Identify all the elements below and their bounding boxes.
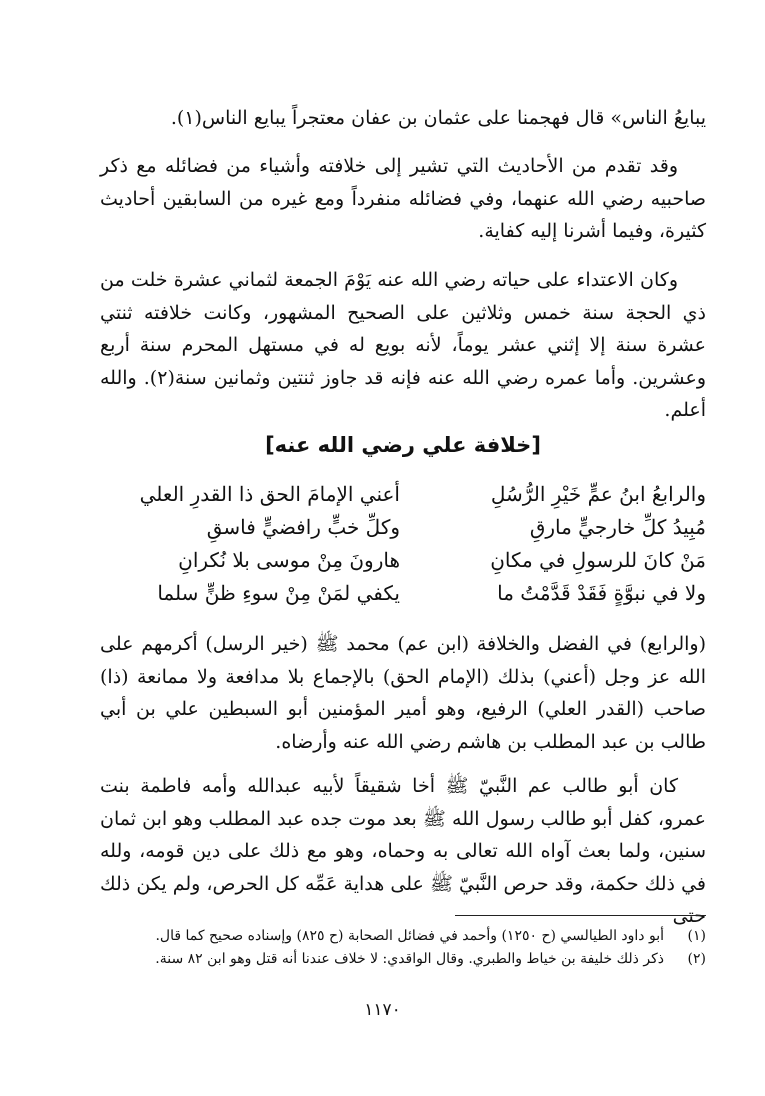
verse-first-half: والرابعُ ابنُ عمٍّ خَيْرِ الرُّسُلِ bbox=[490, 482, 706, 506]
poem-verse bbox=[100, 478, 706, 511]
verse-first-half: مُبِيدُ كلِّ خارجيٍّ مارقِ bbox=[529, 515, 706, 539]
poem-verse bbox=[100, 577, 706, 610]
paragraph-4-text: (والرابع) في الفضل والخلافة (ابن عم) محمد ﷺ (خير الرسل) أكرمهم على الله عز وجل (أعني) بذلك (الإمام الحق) بالإجماع بلا مدافعة ولا ممانعة (ذا) صاحب (القدر العلي) الرفيع، وهو أمير المؤمنين أبو السبطين علي بن أبي طالب بن عبد المطلب بن هاشم رضي الله عنه وأرضاه. bbox=[100, 633, 706, 753]
paragraph-1-text: يبايعُ الناس» قال فهجمنا على عثمان بن عفان معتجراً يبايع الناس(١). bbox=[170, 107, 706, 129]
paragraph-3-text: وكان الاعتداء على حياته رضي الله عنه يَوْمَ الجمعة لثماني عشرة خلت من ذي الحجة سنة خمس وثلاثين على الصحيح المشهور، وكانت خلافته ثنتي عشرة سنة إلا إثني عشر يوماً، لأنه بويع له في مستهل المحرم سنة أربع وعشرين. وأما عمره رضي الله عنه فإنه قد جاوز ثنتين وثمانين سنة(٢). والله أعلم. bbox=[100, 269, 706, 421]
poem-verse bbox=[100, 544, 706, 577]
footnote-item bbox=[100, 948, 706, 971]
verse-second-half: هارونَ مِنْ موسى بلا نُكرانِ bbox=[178, 548, 400, 572]
paragraph-5-text: كان أبو طالب عم النَّبيّ ﷺ أخا شقيقاً لأبيه عبدالله وأمه فاطمة بنت عمرو، كفل أبو طالب رسول الله ﷺ بعد موت جده عبد المطلب وهو ابن ثمان سنين، ولما بعث آواه الله تعالى به وحماه، وهو مع ذلك على دين قومه، ولله في ذلك حكمة، وقد حرص النَّبيّ ﷺ على هداية عَمِّه كل الحرص، ولم يكن ذلك حتى bbox=[100, 775, 706, 927]
paragraph-5 bbox=[100, 770, 706, 933]
page-number: ١١٧٠ bbox=[364, 1000, 401, 1020]
verse-second-half: يكفي لمَنْ مِنْ سوءِ ظنٍّ سلما bbox=[157, 581, 400, 605]
footnote-item bbox=[100, 925, 706, 948]
poem-verse bbox=[100, 511, 706, 544]
section-heading: [خلافة علي رضي الله عنه] bbox=[265, 433, 541, 457]
footnote-number: (٢) bbox=[687, 951, 706, 967]
footnote-number: (١) bbox=[687, 928, 706, 944]
verse-first-half: مَنْ كانَ للرسولِ في مكانِ bbox=[490, 548, 706, 572]
verse-second-half: وكلِّ خبٍّ رافضيٍّ فاسقِ bbox=[206, 515, 400, 539]
paragraph-1 bbox=[100, 102, 706, 135]
verse-second-half: أعني الإمامَ الحق ذا القدرِ العلي bbox=[139, 482, 400, 506]
paragraph-2 bbox=[100, 150, 706, 248]
paragraph-4 bbox=[100, 628, 706, 758]
footnote-divider bbox=[455, 915, 706, 916]
footnote-text: ذكر ذلك خليفة بن خياط والطبري. وقال الواقدي: لا خلاف عندنا أنه قتل وهو ابن ٨٢ سنة. bbox=[155, 951, 664, 967]
poem-block bbox=[100, 478, 706, 610]
footnotes bbox=[100, 925, 706, 971]
verse-first-half: ولا في نبوَّةٍ فَقَدْ قَدَّمْتُ ما bbox=[497, 581, 706, 605]
footnote-text: أبو داود الطيالسي (ح ١٢٥٠) وأحمد في فضائل الصحابة (ح ٨٢٥) وإسناده صحيح كما قال. bbox=[155, 928, 664, 944]
paragraph-3 bbox=[100, 264, 706, 427]
paragraph-2-text: وقد تقدم من الأحاديث التي تشير إلى خلافته وأشياء من فضائله مع ذكر صاحبيه رضي الله عنهما، وفي فضائله منفرداً ومع غيره من السابقين أحاديث كثيرة، وفيما أشرنا إليه كفاية. bbox=[100, 155, 706, 242]
